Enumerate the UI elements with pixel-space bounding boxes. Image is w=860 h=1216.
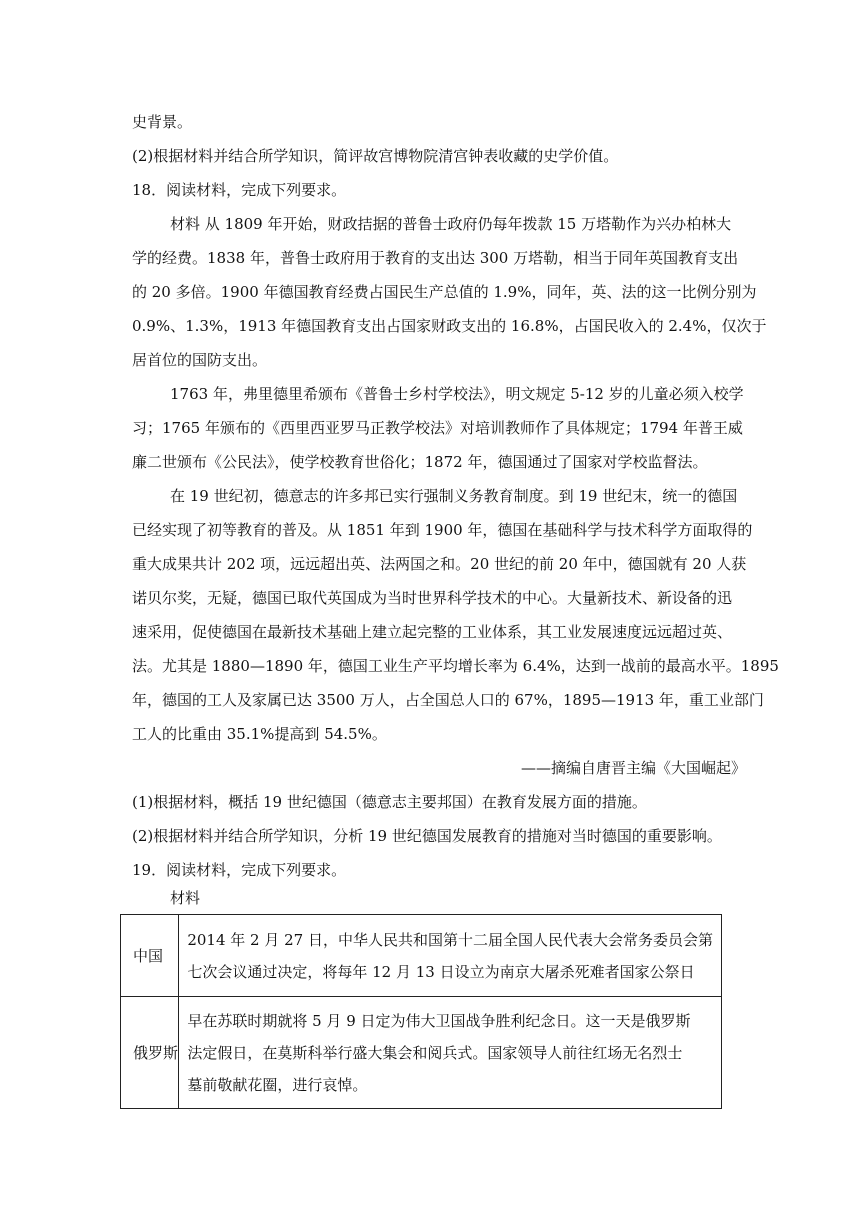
material-paragraph-2: 廉二世颁布《公民法》，使学校教育世俗化；1872 年，德国通过了国家对学校监督法。 — [132, 453, 708, 471]
material-paragraph-3: 法。尤其是 1880—1890 年，德国工业生产平均增长率为 6.4%，达到一战前的最高水平。1895 — [132, 657, 779, 675]
material-paragraph-1: 的 20 多倍。1900 年德国教育经费占国民生产总值的 1.9%，同年，英、法的这一比例分别为 — [132, 283, 757, 301]
table-row — [121, 997, 722, 1109]
question-18-2: (2)根据材料并结合所学知识，分析 19 世纪德国发展教育的措施对当时德国的重要影响。 — [132, 827, 722, 845]
material-paragraph-1: 居首位的国防支出。 — [132, 351, 268, 369]
text-line: 史背景。 — [132, 113, 193, 131]
material-paragraph-3: 速采用，促使德国在最新技术基础上建立起完整的工业体系，其工业发展速度远远超过英、 — [132, 623, 733, 641]
material-paragraph-1: 材料 从 1809 年开始，财政拮据的普鲁士政府仍每年拨款 15 万塔勒作为兴办柏林大 — [170, 215, 732, 233]
question-18-heading: 18．阅读材料，完成下列要求。 — [132, 181, 347, 199]
description-line: 早在苏联时期就将 5 月 9 日定为伟大卫国战争胜利纪念日。这一天是俄罗斯 — [187, 1011, 691, 1030]
table-row — [121, 915, 722, 997]
question-17-2: (2)根据材料并结合所学知识，简评故宫博物院清宫钟表收藏的史学价值。 — [132, 147, 619, 165]
description-line: 七次会议通过决定，将每年 12 月 13 日设立为南京大屠杀死难者国家公祭日 — [187, 962, 695, 981]
material-table — [120, 914, 722, 1109]
source-citation: ——摘编自唐晋主编《大国崛起》 — [520, 759, 746, 777]
question-19-heading: 19．阅读材料，完成下列要求。 — [132, 861, 347, 879]
description-line: 2014 年 2 月 27 日，中华人民共和国第十二届全国人民代表大会常务委员会第 — [187, 930, 713, 949]
material-paragraph-1: 学的经费。1838 年，普鲁士政府用于教育的支出达 300 万塔勒，相当于同年英国教育支出 — [132, 249, 739, 267]
material-label: 材料 — [170, 889, 201, 907]
material-paragraph-2: 1763 年，弗里德里希颁布《普鲁士乡村学校法》，明文规定 5-12 岁的儿童必须入校学 — [170, 385, 744, 403]
material-paragraph-3: 诺贝尔奖，无疑，德国已取代英国成为当时世界科学技术的中心。大量新技术、新设备的迅 — [132, 589, 733, 607]
description-cell — [179, 915, 722, 997]
material-paragraph-3: 重大成果共计 202 项，远远超出英、法两国之和。20 世纪的前 20 年中，德国就有 20 人获 — [132, 555, 747, 573]
material-paragraph-1: 0.9%、1.3%，1913 年德国教育支出占国家财政支出的 16.8%，占国民收入的 2.4%，仅次于 — [132, 317, 767, 335]
country-cell: 俄罗斯 — [121, 997, 179, 1109]
country-cell: 中国 — [121, 915, 179, 997]
material-paragraph-3: 在 19 世纪初，德意志的许多邦已实行强制义务教育制度。到 19 世纪末，统一的德国 — [170, 487, 738, 505]
material-paragraph-3: 已经实现了初等教育的普及。从 1851 年到 1900 年，德国在基础科学与技术科学方面取得的 — [132, 521, 753, 539]
description-line: 墓前敬献花圈，进行哀悼。 — [187, 1075, 368, 1094]
question-18-1: (1)根据材料，概括 19 世纪德国（德意志主要邦国）在教育发展方面的措施。 — [132, 793, 647, 811]
material-paragraph-3: 工人的比重由 35.1%提高到 54.5%。 — [132, 725, 387, 743]
material-paragraph-3: 年，德国的工人及家属已达 3500 万人，占全国总人口的 67%，1895—1913 年，重工业部门 — [132, 691, 764, 709]
description-line: 法定假日，在莫斯科举行盛大集会和阅兵式。国家领导人前往红场无名烈士 — [187, 1043, 683, 1062]
material-paragraph-2: 习；1765 年颁布的《西里西亚罗马正教学校法》对培训教师作了具体规定；1794 年普王威 — [132, 419, 743, 437]
description-cell — [179, 997, 722, 1109]
